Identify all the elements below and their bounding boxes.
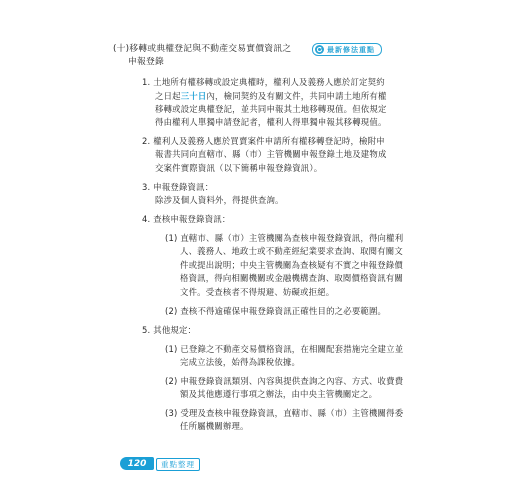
item5-sub1-line2: 完成立法後，始得為課稅依據。 [180,357,301,367]
item3-line2: 除涉及個人資料外，得提供查詢。 [155,195,284,205]
item5-sub2-line2: 額及其他應遵行事項之辦法，由中央主管機關定之。 [180,389,378,399]
section-heading-line2: 申報登錄 [128,57,164,67]
refresh-icon [315,45,324,54]
item2-line2: 報書共同向直轄市、縣（市）主管機關申報登錄土地及建物成 [155,149,387,159]
footer-section-label: 重點整理 [156,458,200,471]
item5-sub2-line1: (2) 申報登錄資訊類別、內容與提供查詢之內容、方式、收費費 [165,376,404,386]
badge-label: 最新修法重點 [327,45,375,54]
item4-sub1-line3: 件或提出說明；中央主管機關為查核疑有不實之申報登錄價 [180,260,403,270]
item4-sub1-line2: 人、義務人、地政士或不動產經紀業要求查詢、取閱有關文 [180,246,403,256]
item4-sub1-line1: (1) 直轄市、縣（市）主管機關為查核申報登錄資訊，得向權利 [165,233,404,243]
latest-amendment-badge [312,43,382,56]
item1-line2: 之日起三十日內，檢同契約及有關文件，共同申請土地所有權 [155,91,387,101]
item5-line1: 5. 其他規定： [142,325,197,335]
item4-line1: 4. 查核申報登錄資訊： [142,214,231,224]
item5-sub3-line2: 任所屬機關辦理。 [180,421,249,431]
item5-sub3-line1: (3) 受理及查核申報登錄資訊，直轄市、縣（市）主管機關得委 [165,408,404,418]
item1-line3: 移轉或設定典權登記，並共同申報其土地移轉現值。但依規定 [155,104,387,114]
item2-line1: 2. 權利人及義務人應於買賣案件申請所有權移轉登記時，檢附申 [142,136,385,146]
item4-sub1-line4: 格資訊，得向相關機關或金融機構查詢、取閱價格資訊有關 [180,273,403,283]
item1-line4: 得由權利人單獨申請登記者，權利人得單獨申報其移轉現值。 [155,117,387,127]
section-heading-line1: (十)移轉或典權登記與不動產交易實價資訊之 [113,44,292,54]
deadline-highlight: 三十日 [180,91,207,101]
item5-sub1-line1: (1) 已登錄之不動產交易價格資訊，在相關配套措施完全建立並 [165,344,404,354]
item1-line1: 1. 土地所有權移轉或設定典權時，權利人及義務人應於訂定契約 [142,77,385,87]
item2-line3: 交案件實際資訊（以下簡稱申報登錄資訊）。 [155,163,323,173]
item4-sub2-line1: (2) 查核不得逾確保申報登錄資訊正確性目的之必要範圍。 [165,306,387,316]
page-number: 120 [120,457,154,470]
item4-sub1-line5: 文件。受查核者不得規避、妨礙或拒絕。 [180,287,335,297]
item3-line1: 3. 申報登錄資訊： [142,182,214,192]
